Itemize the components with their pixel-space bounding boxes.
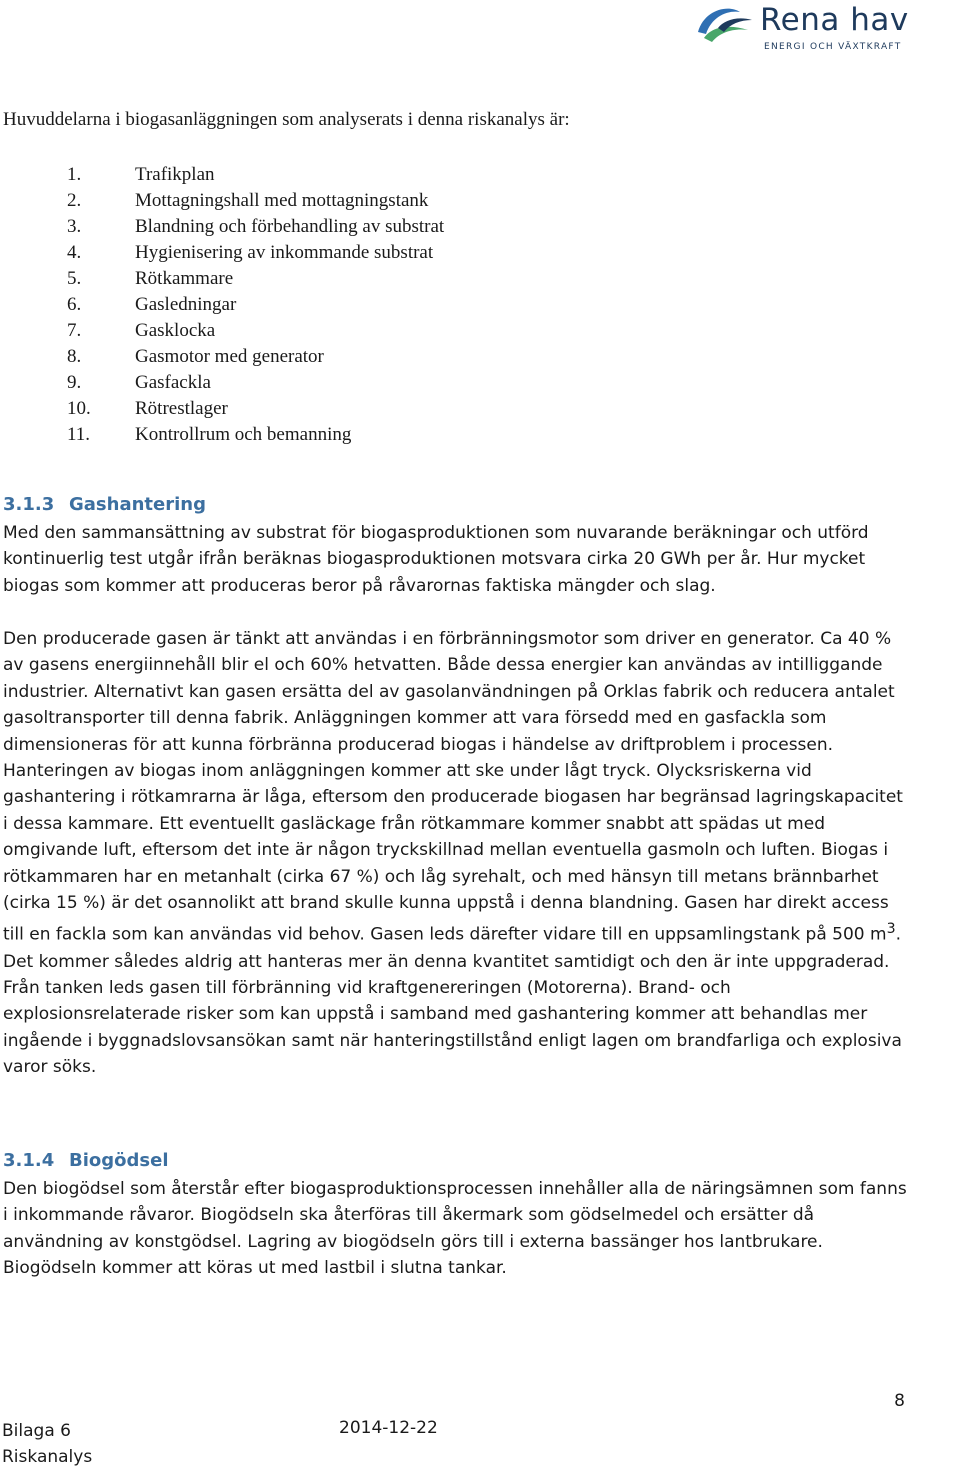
logo-text: Rena hav (760, 2, 909, 38)
list-item-number: 8. (67, 346, 82, 367)
list-item (67, 396, 444, 422)
paragraph-biogodsel: Den biogödsel som återstår efter biogasproduktionsprocessen innehåller alla de näringsämnen som fanns i inkommande råvaror. Biogödseln ska återföras till åkermark som gödselmedel och ersätter då användning av konstgödsel. Lagring av biogödseln görs till i externa bassänger hos lantbrukare. Biogödseln kommer att köras ut med lastbil i slutna tankar. (3, 1179, 907, 1279)
footer-appendix: Bilaga 6 (2, 1421, 71, 1441)
list-item-number: 2. (67, 190, 82, 211)
section-title: Biogödsel (69, 1150, 169, 1171)
list-item-label: Rötrestlager (135, 398, 228, 419)
list-item-label: Kontrollrum och bemanning (135, 424, 352, 445)
paragraph-text-part2: . Det kommer således aldrig att hanteras mer än denna kvantitet samtidigt och den är inte uppgraderad. Från tanken leds gasen till förbränning vid kraftgenereringen (Motorerna). Brand- och explosionsrelaterade risker som kan uppstå i samband med gashantering kommer att behandlas mer ingående i byggnadslovsansökan samt när hanteringstillstånd enligt lagen om brandfarliga och explosiva varor söks. (3, 925, 902, 1078)
footer-left (2, 1418, 92, 1470)
paragraph-text-part1: Den producerade gasen är tänkt att användas i en förbränningsmotor som driver en generator. Ca 40 % av gasens energiinnehåll blir el och 60% hetvatten. Både dessa energier kan användas av intilliggande industrier. Alternativt kan gasen ersätta del av gasolanvändningen på Orklas fabrik och reducera antalet gasoltransporter till denna fabrik. Anläggningen kommer att vara försedd med en gasfackla som dimensioneras för att kunna förbränna producerad biogas i händelse av driftproblem i processen. Hanteringen av biogas inom anläggningen kommer att ske under lågt tryck. Olycksriskerna vid gashantering i rötkamrarna är låga, eftersom den producerade biogasen har begränsad lagringskapacitet i dessa kammare. Ett eventuellt gasläckage från rötkammare kommer snabbt att spädas ut med omgivande luft, eftersom det inte är någon tryckskillnad mellan eventuella gasmoln och luften. Biogas i rötkammaren har en metanhalt (cirka 67 %) och låg syrehalt, och med hänsyn till metans brännbarhet (cirka 15 %) är det osannolikt att brand skulle kunna uppstå i denna blandning. Gasen har direkt access till en fackla som kan användas vid behov. Gasen leds därefter vidare till en uppsamlingstank på 500 m (3, 629, 903, 946)
list-item (67, 162, 444, 188)
list-item (67, 318, 444, 344)
list-item-label: Gasfackla (135, 372, 211, 393)
list-item-label: Blandning och förbehandling av substrat (135, 216, 445, 237)
section-number: 3.1.3 (3, 494, 55, 515)
wave-leaf-icon (694, 2, 756, 46)
list-item-label: Trafikplan (135, 164, 215, 185)
list-item-label: Mottagningshall med mottagningstank (135, 190, 429, 211)
list-item-number: 5. (67, 268, 82, 289)
list-item-number: 4. (67, 242, 82, 263)
list-item (67, 292, 444, 318)
section-heading-biogodsel (3, 1150, 168, 1171)
page-number: 8 (894, 1391, 905, 1411)
footer-doc-name: Riskanalys (2, 1447, 93, 1467)
list-item (67, 214, 444, 240)
list-item-label: Gasmotor med generator (135, 346, 324, 367)
rena-hav-logo (694, 0, 956, 56)
section-title: Gashantering (69, 494, 206, 515)
list-item-number: 10. (67, 398, 91, 419)
component-list (67, 162, 444, 448)
section-heading-gashantering (3, 494, 206, 515)
list-item-number: 11. (67, 424, 91, 445)
intro-text: Huvuddelarna i biogasanläggningen som analyserats i denna riskanalys är: (3, 109, 570, 130)
list-item-label: Gasledningar (135, 294, 237, 315)
list-item (67, 422, 444, 448)
list-item (67, 188, 444, 214)
footer-date: 2014-12-22 (339, 1418, 438, 1438)
paragraph-gas-handling (3, 626, 908, 1081)
superscript: 3 (886, 921, 896, 938)
list-item-number: 6. (67, 294, 82, 315)
list-item-label: Rötkammare (135, 268, 234, 289)
list-item-label: Gasklocka (135, 320, 216, 341)
logo-tagline: ENERGI OCH VÄXTKRAFT (764, 42, 902, 52)
list-item-number: 7. (67, 320, 82, 341)
list-item (67, 266, 444, 292)
list-item (67, 370, 444, 396)
list-item-number: 3. (67, 216, 82, 237)
list-item (67, 240, 444, 266)
list-item-label: Hygienisering av inkommande substrat (135, 242, 434, 263)
list-item-number: 1. (67, 164, 82, 185)
list-item (67, 344, 444, 370)
list-item-number: 9. (67, 372, 82, 393)
paragraph-gas-production: Med den sammansättning av substrat för biogasproduktionen som nuvarande beräkningar och utförd kontinuerlig test utgår ifrån beräknas biogasproduktionen motsvara cirka 20 GWh per år. Hur mycket biogas som kommer att produceras beror på råvarornas faktiska mängder och slag. (3, 523, 869, 596)
section-number: 3.1.4 (3, 1150, 55, 1171)
